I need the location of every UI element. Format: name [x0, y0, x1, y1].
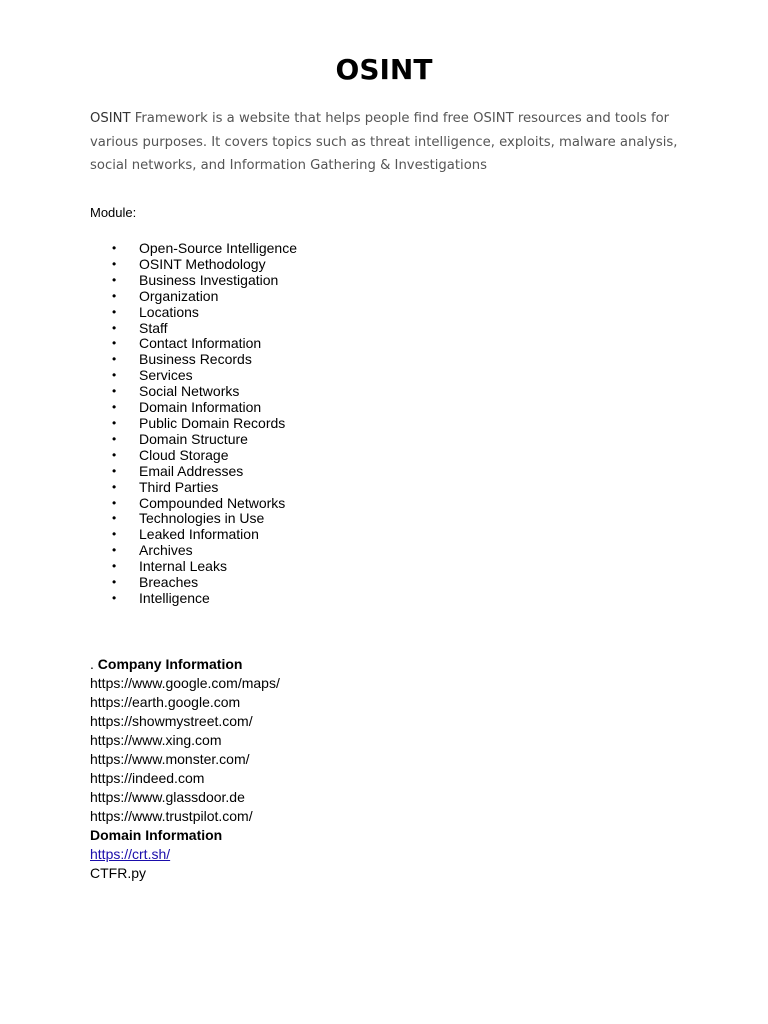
- module-label-text: Open-Source Intelligence: [139, 240, 297, 256]
- module-label-text: Compounded Networks: [139, 494, 286, 511]
- bullet-icon: •: [112, 304, 117, 319]
- module-list: [90, 241, 297, 607]
- domain-info-heading: Domain Information: [90, 827, 223, 843]
- company-info-heading: Company Information: [97, 656, 243, 672]
- module-label-text: Leaked Information: [139, 526, 259, 543]
- company-link-url: https://indeed.com: [90, 770, 205, 786]
- intro-paragraph: [90, 107, 700, 178]
- module-list-item: [90, 305, 297, 321]
- module-list-item: [90, 559, 297, 575]
- module-label-text: Cloud Storage: [139, 446, 229, 463]
- bullet-icon: •: [112, 272, 117, 287]
- company-link-url: https://earth.google.com: [90, 694, 241, 710]
- module-label-text: Services: [139, 367, 193, 384]
- module-list-item: [90, 543, 297, 559]
- company-link-url: https://showmystreet.com/: [90, 713, 253, 729]
- module-label-text: Third Parties: [139, 478, 219, 495]
- module-label-text: OSINT Methodology: [139, 255, 266, 272]
- bullet-icon: •: [112, 590, 117, 605]
- bullet-icon: •: [112, 256, 117, 271]
- bullet-icon: •: [112, 320, 117, 335]
- module-list-item: [90, 591, 297, 607]
- module-list-item: [90, 416, 297, 432]
- module-label-text: Business Records: [139, 351, 252, 368]
- module-label-text: Email Addresses: [139, 462, 244, 479]
- module-label: Module:: [90, 205, 137, 220]
- bullet-icon: •: [112, 431, 117, 446]
- intro-text: Framework is a website that helps people find free OSINT resources and tools for various purposes. It covers topics such as threat intelligence, exploits, malware analysis, social networks, and Information Gathering & Investigations: [90, 111, 678, 173]
- bullet-icon: •: [112, 559, 117, 574]
- crt-sh-link[interactable]: https://crt.sh/: [90, 846, 171, 862]
- module-label-text: Technologies in Use: [139, 510, 265, 527]
- page-title: OSINT: [335, 53, 433, 86]
- bullet-icon: •: [112, 479, 117, 494]
- intro-lead-word: OSINT: [90, 111, 131, 126]
- bullet-icon: •: [112, 463, 117, 478]
- module-label-text: Breaches: [139, 574, 199, 591]
- bullet-icon: •: [112, 511, 117, 526]
- bullet-icon: •: [112, 495, 117, 510]
- bullet-icon: •: [112, 241, 117, 255]
- company-info-prefix: .: [90, 656, 98, 672]
- module-label-text: Organization: [139, 287, 219, 304]
- module-label-text: Domain Information: [139, 399, 262, 416]
- module-list-item: [90, 257, 297, 273]
- bullet-icon: •: [112, 575, 117, 590]
- module-list-item: [90, 384, 297, 400]
- module-list-item: [90, 527, 297, 543]
- company-link-url: https://www.google.com/maps/: [90, 675, 280, 691]
- module-list-item: [90, 368, 297, 384]
- module-label-text: Contact Information: [139, 335, 262, 352]
- bullet-icon: •: [112, 288, 117, 303]
- bullet-icon: •: [112, 543, 117, 558]
- company-link-url: https://www.trustpilot.com/: [90, 808, 253, 824]
- module-label-text: Intelligence: [139, 589, 210, 606]
- module-list-item: [90, 241, 297, 257]
- bullet-icon: •: [112, 384, 117, 399]
- module-label-text: Archives: [139, 542, 193, 559]
- module-list-item: [90, 511, 297, 527]
- module-list-item: [90, 321, 297, 337]
- module-label-text: Domain Structure: [139, 430, 248, 447]
- bullet-icon: •: [112, 447, 117, 462]
- bullet-icon: •: [112, 368, 117, 383]
- module-list-item: [90, 273, 297, 289]
- company-link-url: https://www.glassdoor.de: [90, 789, 245, 805]
- module-list-item: [90, 289, 297, 305]
- bullet-icon: •: [112, 527, 117, 542]
- module-list-item: [90, 575, 297, 591]
- module-label-text: Social Networks: [139, 383, 240, 400]
- bullet-icon: •: [112, 336, 117, 351]
- module-label-text: Staff: [139, 319, 168, 336]
- bullet-icon: •: [112, 400, 117, 415]
- module-label-text: Locations: [139, 303, 199, 320]
- ctfr-tool-text: CTFR.py: [90, 865, 146, 881]
- module-list-item: [90, 432, 297, 448]
- module-list-item: [90, 400, 297, 416]
- module-list-item: [90, 464, 297, 480]
- module-label-text: Internal Leaks: [139, 558, 227, 575]
- module-list-item: [90, 448, 297, 464]
- bullet-icon: •: [112, 415, 117, 430]
- module-list-item: [90, 352, 297, 368]
- module-label-text: Public Domain Records: [139, 414, 286, 431]
- module-list-item: [90, 336, 297, 352]
- company-links-list: [90, 674, 280, 826]
- links-section: [90, 655, 280, 883]
- module-label-text: Business Investigation: [139, 271, 279, 288]
- module-list-item: [90, 480, 297, 496]
- company-info-heading-row: [90, 655, 280, 674]
- company-link-url: https://www.xing.com: [90, 732, 222, 748]
- bullet-icon: •: [112, 352, 117, 367]
- company-link-url: https://www.monster.com/: [90, 751, 250, 767]
- module-list-item: [90, 496, 297, 512]
